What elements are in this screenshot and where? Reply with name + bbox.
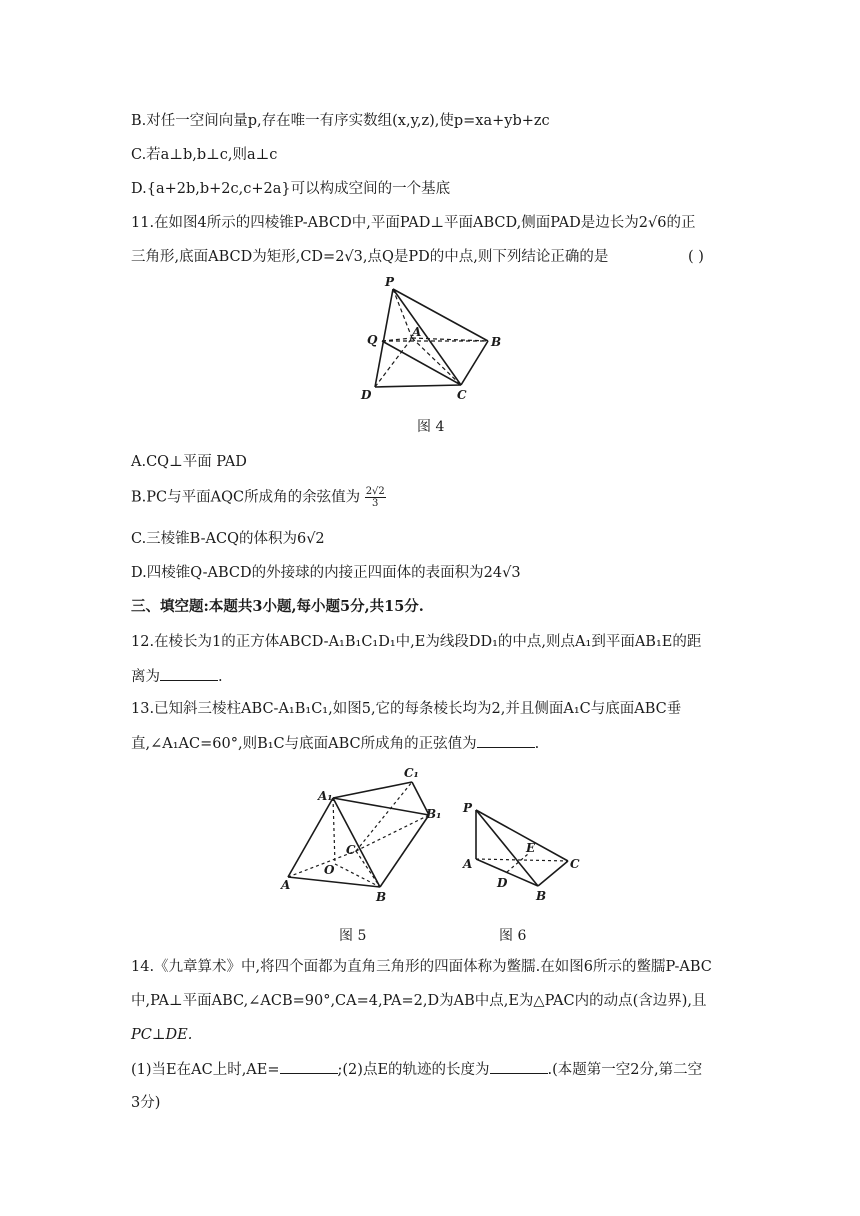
q14-answer-blank-1	[280, 1059, 338, 1074]
q11-line1: 11.在如图4所示的四棱锥P-ABCD中,平面PAD⊥平面ABCD,侧面PAD是边长为2√6的正	[131, 215, 696, 231]
figure-5-caption: 图 5	[339, 928, 367, 944]
fig5-label-a: A	[281, 878, 291, 892]
option-b: B.对任一空间向量p,存在唯一有序实数组(x,y,z),使p=xa+yb+zc	[131, 113, 550, 129]
q13-line2-text: 直,∠A₁AC=60°,则B₁C与底面ABC所成角的正弦值为	[131, 736, 477, 752]
q11-answer-paren: ( )	[688, 249, 704, 265]
fraction-denominator: 3	[372, 498, 379, 509]
fig5-label-o: O	[324, 863, 335, 877]
q14-answer-blank-2	[490, 1059, 548, 1074]
q12-answer-blank	[160, 666, 218, 681]
q14-line2: 中,PA⊥平面ABC,∠ACB=90°,CA=4,PA=2,D为AB中点,E为△PAC内的动点(含边界),且	[131, 993, 707, 1009]
option-d: D.{a+2b,b+2c,c+2a}可以构成空间的一个基底	[131, 181, 451, 197]
q11-option-b-fraction	[365, 486, 386, 509]
q11-option-b	[131, 486, 386, 509]
fig4-label-b: B	[491, 335, 502, 349]
q13-line2: 直,∠A₁AC=60°,则B₁C与底面ABC所成角的正弦值为 .	[131, 733, 539, 754]
q11-option-d: D.四棱锥Q-ABCD的外接球的内接正四面体的表面积为24√3	[131, 565, 521, 581]
q11-option-b-text: B.PC与平面AQC所成角的余弦值为	[131, 489, 361, 506]
option-c: C.若a⊥b,b⊥c,则a⊥c	[131, 147, 278, 163]
fig5-label-c1: C₁	[404, 766, 419, 780]
q14-line4-part3: .(本题第一空2分,第二空	[547, 1062, 703, 1078]
fig5-label-a1: A₁	[318, 789, 333, 803]
q11-option-a: A.CQ⊥平面 PAD	[131, 454, 247, 470]
fig5-label-c: C	[346, 843, 356, 857]
q14-line4	[131, 1059, 702, 1080]
fig6-label-d: D	[497, 876, 508, 890]
q13-answer-blank	[477, 733, 535, 748]
q12-line2: 离为 .	[131, 666, 223, 687]
figure-5	[278, 764, 448, 910]
section-heading: 三、填空题:本题共3小题,每小题5分,共15分.	[131, 598, 424, 615]
fig6-label-e: E	[526, 841, 536, 855]
fig6-label-b: B	[536, 889, 547, 903]
fig4-label-q: Q	[367, 333, 378, 347]
q14-line4-part2: ;(2)点E的轨迹的长度为	[337, 1062, 490, 1078]
q14-line3: PC⊥DE.	[131, 1027, 193, 1043]
fig6-label-p: P	[463, 801, 473, 815]
q11-option-c: C.三棱锥B-ACQ的体积为6√2	[131, 531, 325, 547]
fig4-label-d: D	[361, 388, 372, 402]
q14-line4-part1: (1)当E在AC上时,AE=	[131, 1062, 280, 1078]
fig5-label-b1: B₁	[426, 807, 442, 821]
fig6-label-c: C	[570, 857, 580, 871]
q13-line1: 13.已知斜三棱柱ABC-A₁B₁C₁,如图5,它的每条棱长均为2,并且侧面A₁C与底面ABC垂	[131, 701, 682, 717]
figure-4	[355, 272, 515, 407]
figure-6	[458, 798, 590, 908]
fig5-label-b: B	[376, 890, 387, 904]
figure-6-caption: 图 6	[499, 928, 527, 944]
q14-line5: 3分)	[131, 1095, 161, 1111]
fig4-label-p: P	[385, 275, 395, 289]
q11-line2: 三角形,底面ABCD为矩形,CD=2√3,点Q是PD的中点,则下列结论正确的是	[131, 249, 609, 265]
fig4-label-c: C	[457, 388, 467, 402]
fig6-label-a: A	[463, 857, 473, 871]
q12-line2-text: 离为	[131, 669, 160, 685]
q12-line1: 12.在棱长为1的正方体ABCD-A₁B₁C₁D₁中,E为线段DD₁的中点,则点A₁到平面AB₁E的距	[131, 634, 702, 650]
figure-4-caption: 图 4	[417, 419, 445, 435]
fraction-numerator: 2√2	[365, 486, 385, 497]
fig4-label-a: A	[412, 325, 422, 339]
q14-line1: 14.《九章算术》中,将四个面都为直角三角形的四面体称为鳖臑.在如图6所示的鳖臑P-ABC	[131, 959, 712, 975]
